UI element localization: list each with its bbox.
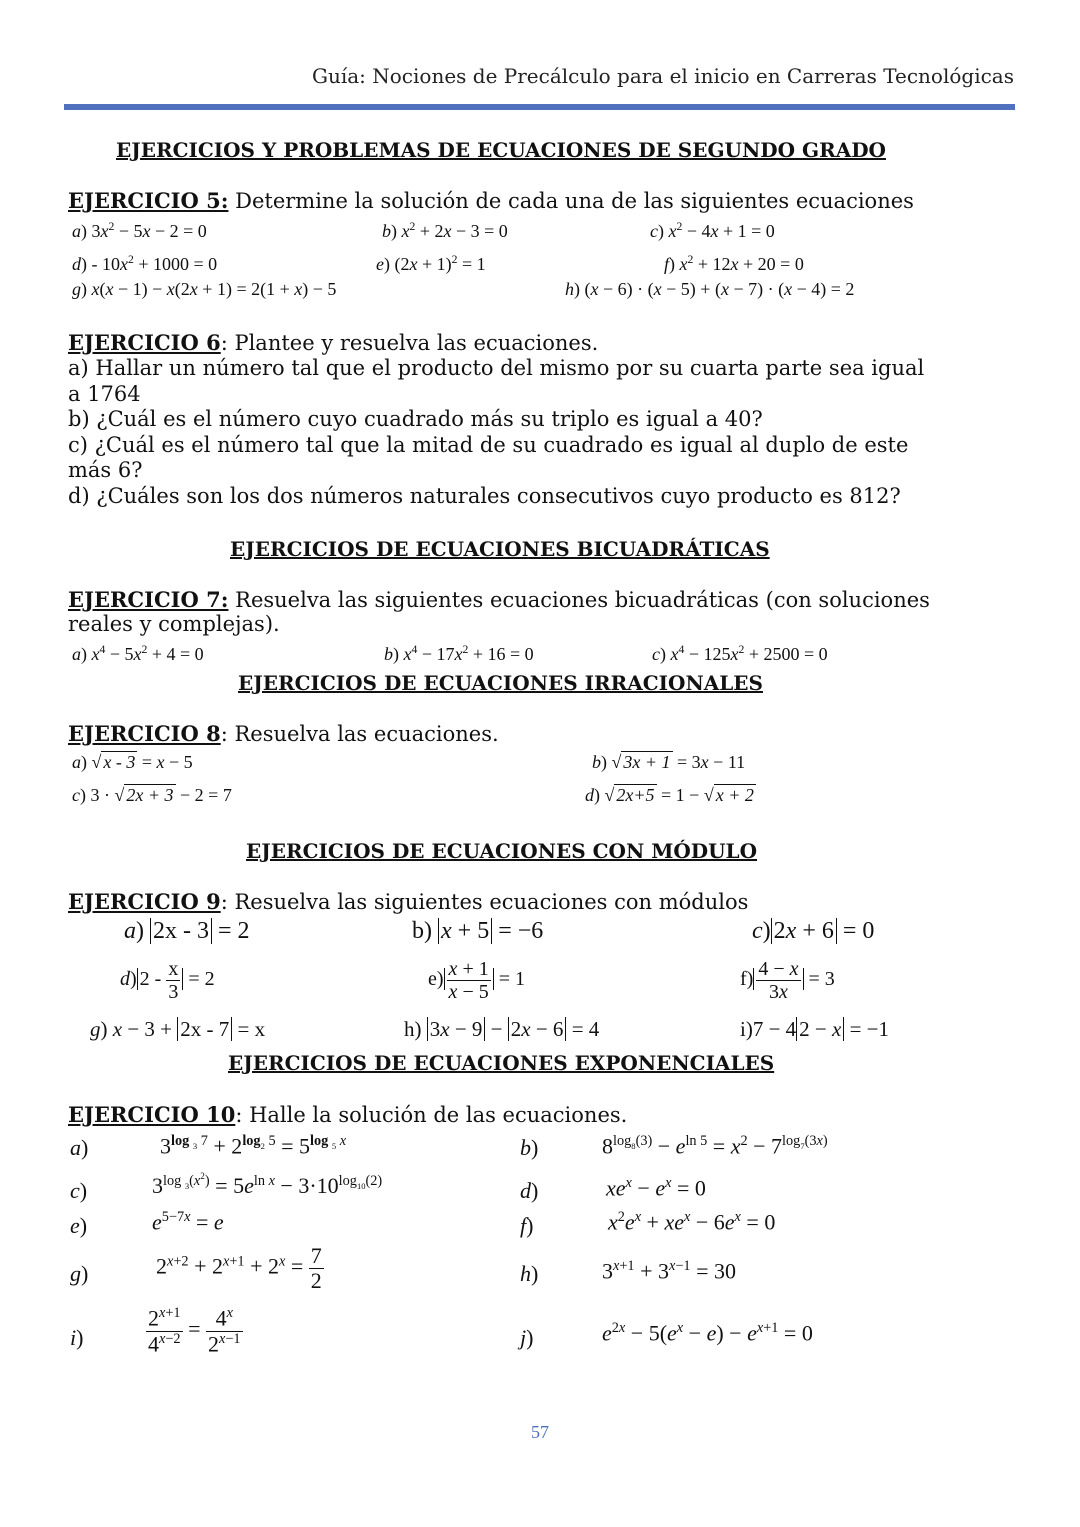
eq-10i: $\frac{2^{x+1}}{4^{x-2}}$ = $\frac{4^x}{2^{x-1}}$: [148, 1305, 241, 1356]
eq-10h: $3^{x+1} + 3^{x-1} = 30$: [602, 1258, 736, 1284]
exercise-9-statement: [68, 889, 748, 914]
eq-10f: $x^2e^x + xe^x - 6e^x = 0$: [608, 1209, 776, 1235]
eq-9f: f) $\frac{4 - x}{3x}$ = 3: [740, 958, 835, 1003]
page-number: 57: [531, 1422, 549, 1442]
exercise-6-text: : Plantee y resuelva las ecuaciones.: [220, 331, 599, 355]
eq-7a: a) $x^4 - 5x^2 + 4 = 0$: [72, 643, 204, 664]
eq-10b: $8^{log_8(3)} - e^{ln 5} = x^2 - 7^{log_7(3x)}$: [602, 1133, 828, 1159]
problem-line: d) ¿Cuáles son los dos números naturales consecutivos cuyo producto es 812?: [68, 483, 901, 508]
eq-10e: $e^{5-7x} = e$: [152, 1209, 224, 1235]
exercise-10-text: : Halle la solución de las ecuaciones.: [235, 1103, 628, 1127]
exercise-6-problems: [68, 356, 924, 509]
eq-5b: b) $x^2 + 2x - 3 = 0$: [382, 220, 508, 241]
eq-10a-label: a): [70, 1135, 89, 1160]
exercise-10-statement: [68, 1102, 627, 1127]
exercise-7-text: Resuelva las siguientes ecuaciones bicuadráticas (con soluciones: [228, 588, 930, 612]
problem-line: b) ¿Cuál es el número cuyo cuadrado más su triplo es igual a 40?: [68, 407, 763, 431]
problem-line: a) Hallar un número tal que el producto del mismo por su cuarta parte sea igual: [68, 356, 925, 380]
eq-10c: $3^{log _3(x^2)} = 5e^{ln x} - 3\cdot 10^{log_{10}(2)}$: [152, 1172, 383, 1199]
eq-10d: $xe^x - e^x = 0$: [606, 1175, 706, 1201]
exercise-9-label: EJERCICIO 9: [68, 889, 221, 914]
eq-9d: d) 2 - $\frac{x}{3}$ = 2: [120, 958, 215, 1003]
section-heading-exponential: EJERCICIOS DE ECUACIONES EXPONENCIALES: [228, 1051, 775, 1075]
eq-9g: g) x − 3 + 2x - 7 = x: [90, 1017, 266, 1041]
eq-5d: $d) - 10x^2 + 1000 = 0$: [72, 253, 218, 274]
exercise-8-text: : Resuelva las ecuaciones.: [220, 722, 499, 746]
eq-7b: b) $x^4 - 17x^2 + 16 = 0$: [384, 643, 534, 664]
eq-10h-label: h): [520, 1261, 539, 1286]
eq-8d: d) √ 2x+5 = 1 − √ x + 2: [585, 785, 754, 805]
eq-10a: $3^{log _3 7} + 2^{log_2 5} = 5^{log _5 x}$: [160, 1133, 347, 1159]
problem-line: a 1764: [68, 381, 141, 406]
exercise-7-statement: [68, 587, 930, 612]
exercise-8-statement: [68, 721, 499, 746]
eq-9h: h) 3x − 9 − 2x − 6 = 4: [404, 1017, 600, 1041]
eq-5g: g) x(x − 1) − x(2x + 1) = 2(1 + x) − 5: [72, 279, 337, 299]
eq-10c-label: c): [70, 1178, 88, 1203]
eq-5f: f) $x^2 + 12x + 20 = 0$: [664, 253, 804, 274]
problem-line: c) ¿Cuál es el número tal que la mitad de su cuadrado es igual al duplo de este: [68, 432, 909, 457]
eq-10i-label: i): [70, 1325, 84, 1350]
eq-7c: c) $x^4 - 125x^2 + 2500 = 0$: [652, 643, 828, 664]
eq-10d-label: d): [520, 1178, 539, 1203]
eq-10j: $e^{2x} - 5(e^x - e) - e^{x+1} = 0$: [602, 1320, 813, 1346]
exercise-9-text: : Resuelva las siguientes ecuaciones con módulos: [220, 890, 749, 914]
exercise-6-label: EJERCICIO 6: [68, 330, 221, 355]
problem-line: más 6?: [68, 458, 143, 482]
eq-8a: a) √ x - 3 = x − 5: [72, 752, 193, 772]
eq-10g: $2^{x+2} + 2^{x+1} + 2^x$ = $\frac{7}{2}$: [156, 1243, 322, 1294]
exercise-5-label: EJERCICIO 5:: [68, 188, 229, 213]
section-heading-irrational: EJERCICIOS DE ECUACIONES IRRACIONALES: [238, 671, 763, 695]
eq-5c: c) $x^2 - 4x + 1 = 0$: [650, 220, 775, 241]
eq-8b: b) √ 3x + 1 = 3x − 11: [592, 752, 746, 772]
eq-10b-label: b): [520, 1135, 539, 1160]
eq-9a: a) 2x - 3 = 2: [124, 918, 250, 944]
eq-9e: e) $\frac{x + 1}{x - 5}$ = 1: [428, 958, 525, 1003]
exercise-10-label: EJERCICIO 10: [68, 1102, 236, 1127]
header-divider: [64, 104, 1015, 110]
page-header-title: Guía: Nociones de Precálculo para el inicio en Carreras Tecnológicas: [311, 64, 1014, 88]
eq-8c: c) 3 · √ 2x + 3 − 2 = 7: [72, 785, 232, 805]
exercise-5-statement: [68, 188, 914, 213]
eq-5e: e) $(2x + 1)^2 = 1$: [376, 253, 486, 274]
eq-10e-label: e): [70, 1213, 88, 1238]
eq-10f-label: f): [520, 1213, 534, 1238]
section-heading-modulus: EJERCICIOS DE ECUACIONES CON MÓDULO: [246, 839, 758, 863]
section-heading-second-degree: EJERCICIOS Y PROBLEMAS DE ECUACIONES DE SEGUNDO GRADO: [116, 138, 886, 162]
exercise-7-label: EJERCICIO 7:: [68, 587, 229, 612]
section-heading-biquadratic: EJERCICIOS DE ECUACIONES BICUADRÁTICAS: [230, 537, 770, 561]
exercise-5-text: Determine la solución de cada una de las siguientes ecuaciones: [228, 189, 914, 213]
eq-5a: a) $3x^2 - 5x - 2 = 0$: [72, 220, 207, 241]
eq-10g-label: g): [70, 1261, 89, 1286]
exercise-8-label: EJERCICIO 8: [68, 721, 221, 746]
eq-9i: i)7 − 4 2 − x = −1: [740, 1017, 890, 1041]
eq-5h: h) (x − 6) · (x − 5) + (x − 7) · (x − 4) = 2: [565, 279, 855, 299]
eq-9c: c) 2x + 6 = 0: [752, 918, 875, 944]
eq-9b: b) x + 5 = −6: [412, 918, 544, 944]
eq-10j-label: j): [520, 1325, 534, 1350]
exercise-6-statement: [68, 330, 598, 355]
exercise-7-text-line2: reales y complejas).: [68, 612, 280, 636]
